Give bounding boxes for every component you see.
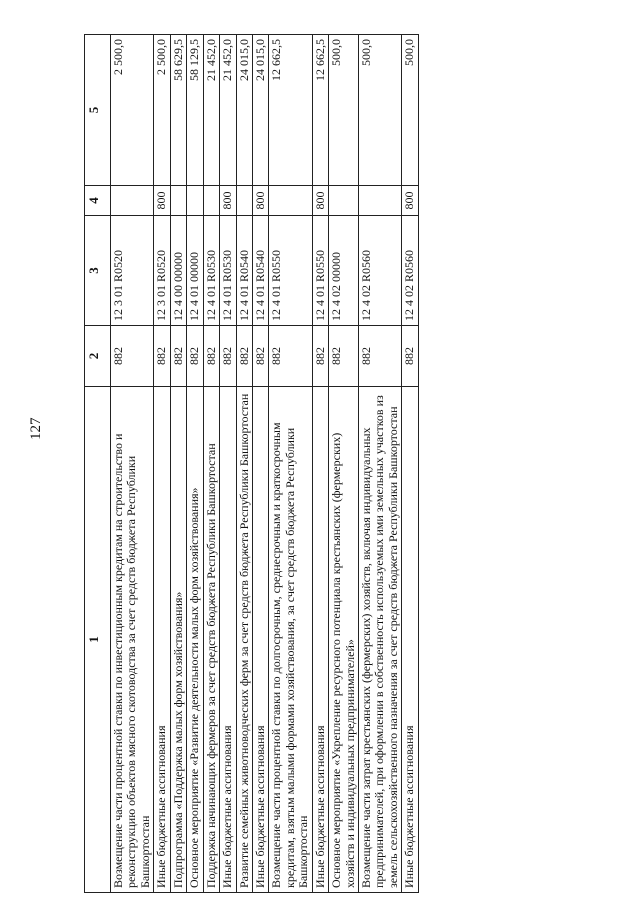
row-expense-type-cell (203, 186, 219, 216)
row-amount-cell: 2 500,0 (154, 35, 170, 186)
row-name-cell: Иные бюджетные ассигнования (154, 387, 170, 893)
row-name-cell: Возмещение части процентной ставки по инвестиционным кредитам на строительство и реконструкцию объектов мясного скотоводства за счет средств бюджета Республики Башкортостан (111, 387, 154, 893)
row-amount-cell: 24 015,0 (236, 35, 252, 186)
row-admin-code-cell: 882 (269, 326, 312, 387)
row-target-code-cell: 12 4 01 R0530 (203, 216, 219, 326)
row-target-code-cell: 12 4 01 R0550 (269, 216, 312, 326)
page-number: 127 (28, 417, 44, 440)
row-target-code-cell: 12 3 01 R0520 (111, 216, 154, 326)
header-col-3: 3 (85, 216, 111, 326)
row-expense-type-cell: 800 (154, 186, 170, 216)
row-amount-cell: 21 452,0 (203, 35, 219, 186)
row-expense-type-cell (329, 186, 359, 216)
row-expense-type-cell: 800 (402, 186, 418, 216)
row-admin-code-cell: 882 (312, 326, 328, 387)
row-admin-code-cell: 882 (402, 326, 418, 387)
row-amount-cell: 58 629,5 (170, 35, 186, 186)
row-amount-cell: 21 452,0 (220, 35, 236, 186)
row-expense-type-cell (187, 186, 203, 216)
table-row (269, 35, 312, 893)
row-admin-code-cell: 882 (187, 326, 203, 387)
row-name-cell: Возмещение части процентной ставки по долгосрочным, среднесрочным и краткосрочным кредитам, взятым малыми формами хозяйствования, за счет средств бюджета Республики Башкортостан (269, 387, 312, 893)
row-expense-type-cell: 800 (220, 186, 236, 216)
row-target-code-cell: 12 4 01 R0540 (236, 216, 252, 326)
row-expense-type-cell (111, 186, 154, 216)
row-target-code-cell: 12 4 02 00000 (329, 216, 359, 326)
row-name-cell: Поддержка начинающих фермеров за счет средств бюджета Республики Башкортостан (203, 387, 219, 893)
row-amount-cell: 500,0 (402, 35, 418, 186)
row-amount-cell: 2 500,0 (111, 35, 154, 186)
row-amount-cell: 12 662,5 (312, 35, 328, 186)
table-row (170, 35, 186, 893)
row-admin-code-cell: 882 (111, 326, 154, 387)
row-target-code-cell: 12 3 01 R0520 (154, 216, 170, 326)
row-expense-type-cell: 800 (252, 186, 268, 216)
row-admin-code-cell: 882 (203, 326, 219, 387)
row-target-code-cell: 12 4 00 00000 (170, 216, 186, 326)
table-row (312, 35, 328, 893)
table-row (236, 35, 252, 893)
header-col-1: 1 (85, 387, 111, 893)
table-row (203, 35, 219, 893)
header-col-2: 2 (85, 326, 111, 387)
row-expense-type-cell (269, 186, 312, 216)
table-row (329, 35, 359, 893)
row-name-cell: Основное мероприятие «Развитие деятельности малых форм хозяйствования» (187, 387, 203, 893)
row-target-code-cell: 12 4 01 R0530 (220, 216, 236, 326)
row-name-cell: Иные бюджетные ассигнования (402, 387, 418, 893)
row-expense-type-cell (170, 186, 186, 216)
row-name-cell: Основное мероприятие «Укрепление ресурсного потенциала крестьянских (фермерских) хозяйств и индивидуальных предпринимателей» (329, 387, 359, 893)
table-row (252, 35, 268, 893)
table-row (154, 35, 170, 893)
table-row (187, 35, 203, 893)
row-target-code-cell: 12 4 02 R0560 (402, 216, 418, 326)
header-col-4: 4 (85, 186, 111, 216)
budget-table-container (84, 35, 419, 893)
row-amount-cell: 500,0 (329, 35, 359, 186)
row-amount-cell: 24 015,0 (252, 35, 268, 186)
row-name-cell: Развитие семейных животноводческих ферм за счет средств бюджета Республики Башкортостан (236, 387, 252, 893)
row-admin-code-cell: 882 (220, 326, 236, 387)
row-admin-code-cell: 882 (154, 326, 170, 387)
row-target-code-cell: 12 4 02 R0560 (359, 216, 402, 326)
row-target-code-cell: 12 4 01 R0540 (252, 216, 268, 326)
row-amount-cell: 58 129,5 (187, 35, 203, 186)
row-expense-type-cell (359, 186, 402, 216)
table-row (220, 35, 236, 893)
row-admin-code-cell: 882 (329, 326, 359, 387)
row-expense-type-cell: 800 (312, 186, 328, 216)
row-admin-code-cell: 882 (170, 326, 186, 387)
budget-table (84, 34, 419, 893)
row-name-cell: Иные бюджетные ассигнования (220, 387, 236, 893)
row-name-cell: Подпрограмма «Поддержка малых форм хозяйствования» (170, 387, 186, 893)
row-amount-cell: 12 662,5 (269, 35, 312, 186)
row-admin-code-cell: 882 (236, 326, 252, 387)
row-name-cell: Иные бюджетные ассигнования (312, 387, 328, 893)
row-target-code-cell: 12 4 01 R0550 (312, 216, 328, 326)
table-row (359, 35, 402, 893)
row-name-cell: Иные бюджетные ассигнования (252, 387, 268, 893)
table-row (111, 35, 154, 893)
table-header-row (85, 35, 111, 893)
table-row (402, 35, 418, 893)
row-name-cell: Возмещение части затрат крестьянских (фермерских) хозяйств, включая индивидуальных предпринимателей, при оформлении в собственность используемых ими земельных участков из земель сельскохозяйственного назначения за счет средств бюджета Республики Башкортостан (359, 387, 402, 893)
row-target-code-cell: 12 4 01 00000 (187, 216, 203, 326)
row-expense-type-cell (236, 186, 252, 216)
row-admin-code-cell: 882 (359, 326, 402, 387)
row-amount-cell: 500,0 (359, 35, 402, 186)
row-admin-code-cell: 882 (252, 326, 268, 387)
header-col-5: 5 (85, 35, 111, 186)
